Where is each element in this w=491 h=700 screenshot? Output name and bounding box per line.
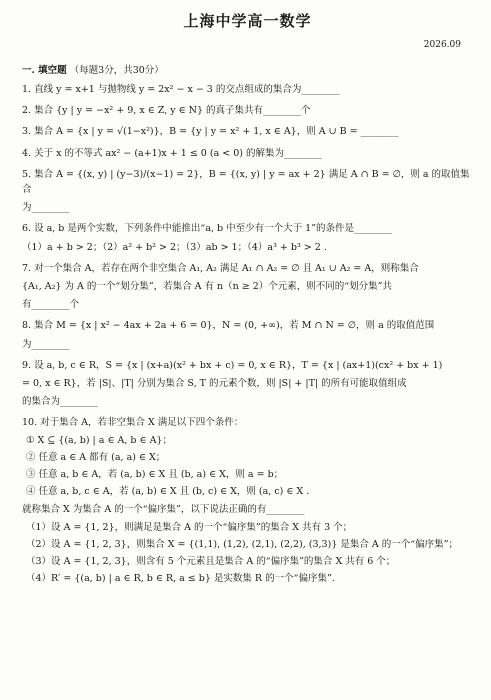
condition-text: ③ 任意 a, b ∈ A，若 (a, b) ∈ X 且 (b, a) ∈ X，则 a = b；	[26, 469, 284, 481]
question-10	[22, 415, 473, 430]
statement-text: （1）设 A = {1, 2}，则满足是集合 A 的一个“偏序集”的集合 X 共有 3 个；	[26, 521, 353, 533]
question-number: 6.	[22, 223, 32, 235]
statement-text: （3）设 A = {1, 2, 3}，则含有 5 个元素且是集合 A 的“偏序集”的集合 X 共有 6 个；	[26, 556, 396, 568]
statement-text: （2）设 A = {1, 2, 3}，则集合 X = {(1,1), (1,2), (2,1), (2,2), (3,3)} 是集合 A 的一个“偏序集”；	[26, 538, 458, 550]
question-text: 对一个集合 A，若存在两个非空集合 A₁, A₂ 满足 A₁ ∩ A₂ = ∅ 且 A₁ ∪ A₂ = A，则称集合	[34, 262, 419, 274]
question-7-cont	[22, 279, 473, 294]
question-list	[22, 82, 473, 586]
question-text: = 0, x ∈ R}，若 |S|、|T| 分别为集合 S, T 的元素个数，则 |S| + |T| 的所有可能取值组成	[22, 378, 407, 390]
question-number: 7.	[22, 262, 32, 274]
statement-3	[22, 554, 473, 569]
page-title: 上海中学高一数学	[183, 12, 312, 30]
question-text: {A₁, A₂} 为 A 的一个“划分集”，若集合 A 有 n（n ≥ 2）个元素，则不同的“划分集”共	[22, 281, 393, 293]
question-8	[22, 318, 473, 333]
condition-text: ① X ⊆ {(a, b) | a ∈ A, b ∈ A}；	[26, 434, 172, 446]
condition-3	[22, 467, 473, 482]
statement-4	[22, 571, 473, 586]
question-9-cont2	[22, 394, 473, 409]
question-7-cont2	[22, 297, 473, 312]
question-5	[22, 167, 473, 197]
question-5-cont	[22, 200, 473, 215]
question-3	[22, 124, 473, 139]
question-text: 设 a, b, c ∈ R，S = {x | (x+a)(x² + bx + c) = 0, x ∈ R}，T = {x | (ax+1)(cx² + bx + 1)	[34, 359, 443, 371]
statement-text: （4）R′ = {(a, b) | a ∈ R, b ∈ R, a ≤ b} 是实数集 R 的一个“偏序集”.	[26, 573, 335, 585]
question-10-prompt	[22, 502, 473, 517]
question-number: 2.	[22, 105, 32, 117]
question-text: 集合 M = {x | x² − 4ax + 2a + 6 = 0}，N = (0, +∞)，若 M ∩ N = ∅，则 a 的取值范围	[34, 320, 435, 332]
question-text: 直线 y = x+1 与抛物线 y = 2x² − x − 3 的交点组成的集合为________	[34, 84, 340, 95]
question-1	[22, 82, 473, 97]
question-number: 9.	[22, 359, 32, 371]
question-text: 关于 x 的不等式 ax² − (a+1)x + 1 ≤ 0 (a < 0) 的解集为________	[34, 147, 323, 159]
condition-text: ④ 任意 a, b, c ∈ A，若 (a, b) ∈ X 且 (b, c) ∈ X，则 (a, c) ∈ X .	[26, 486, 310, 498]
question-text: 集合 A = {(x, y) | (y−3)/(x−1) = 2}，B = {(x, y) | y = ax + 2} 满足 A ∩ B = ∅，则 a 的取值集合	[22, 168, 470, 196]
question-6-options	[22, 240, 473, 255]
question-7	[22, 261, 473, 276]
section-note: （每题3分，共30分）	[69, 65, 164, 76]
question-text: 有________个	[22, 299, 80, 311]
statement-1	[22, 520, 473, 535]
question-number: 5.	[22, 168, 32, 180]
question-text: 的集合为________	[22, 396, 99, 408]
question-number: 10.	[22, 417, 38, 429]
question-9	[22, 358, 473, 373]
exam-date: 2026.09	[423, 40, 461, 50]
question-text: 集合 {y | y = −x² + 9, x ∈ Z, y ∈ N} 的真子集共有________个	[34, 105, 311, 117]
statement-2	[22, 537, 473, 552]
question-4	[22, 146, 473, 161]
question-text: （1）a + b > 2；（2）a² + b² > 2；（3）ab > 1；（4）a³ + b³ > 2 .	[22, 241, 327, 253]
condition-4	[22, 484, 473, 499]
question-2	[22, 103, 473, 118]
question-6	[22, 221, 473, 236]
question-8-cont	[22, 337, 473, 352]
condition-text: ② 任意 a ∈ A 都有 (a, a) ∈ X；	[26, 451, 166, 463]
question-number: 4.	[22, 147, 32, 159]
question-text: 集合 A = {x | y = √(1−x²)}，B = {y | y = x² + 1, x ∈ A}，则 A ∪ B = ________	[34, 126, 399, 138]
section-header	[22, 62, 473, 76]
question-text: 设 a, b 是两个实数，下列条件中能推出“a, b 中至少有一个大于 1”的条件是________	[34, 223, 392, 235]
question-number: 8.	[22, 320, 32, 332]
question-number: 1.	[22, 84, 32, 95]
question-text: 为________	[22, 202, 70, 214]
question-9-cont	[22, 376, 473, 391]
question-number: 3.	[22, 126, 32, 138]
section-heading: 一. 填空题	[22, 65, 67, 76]
question-text: 对于集合 A，若非空集合 X 满足以下四个条件：	[40, 417, 244, 429]
question-text: 为________	[22, 338, 70, 350]
condition-1	[22, 433, 473, 448]
condition-2	[22, 450, 473, 465]
question-text: 就称集合 X 为集合 A 的一个“偏序集”，以下说法正确的有________	[22, 504, 305, 516]
